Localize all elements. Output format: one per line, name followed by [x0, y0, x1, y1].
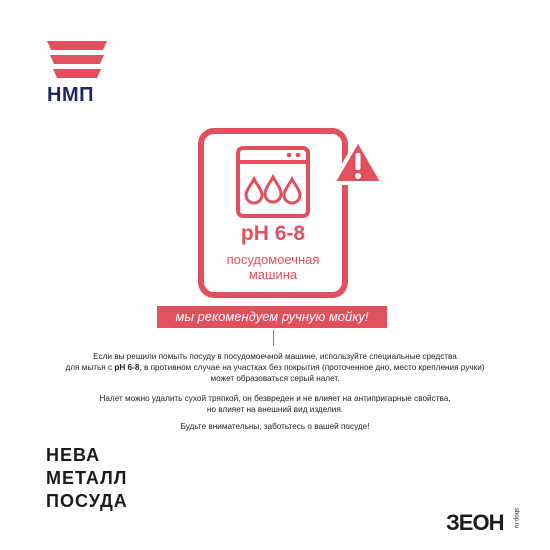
- p1-line2-bold: pH 6-8: [114, 363, 140, 372]
- p2-line1: Налет можно удалить сухой тряпкой, он безвреден и не влияет на антипригарные свойства,: [99, 394, 451, 403]
- p3-line1: Будьте внимательны, заботьтесь о вашей посуде!: [180, 422, 370, 431]
- dishwasher-icon: [235, 145, 311, 219]
- ph-value: pH 6-8: [240, 222, 306, 245]
- watermark-logo: ЗЕОН: [446, 510, 504, 535]
- nmp-logo: [47, 41, 107, 105]
- dishwasher-label: [198, 252, 348, 282]
- paragraph-1: [45, 351, 505, 384]
- p1-line3: может образоваться серый налет.: [210, 374, 340, 383]
- connector-line: [273, 330, 274, 346]
- brand-name-line3: ПОСУДА: [46, 491, 128, 511]
- p1-line2-post: , в противном случае на участках без покрытия (проточенное дно, место крепления ручки): [139, 363, 485, 372]
- p2-line2: но влияет на внешний вид изделия.: [206, 405, 344, 414]
- brand-name-line1: НЕВА: [46, 445, 101, 465]
- brand-name: [46, 444, 128, 513]
- p1-line1: Если вы решили помыть посуду в посудомоечной машине, используйте специальные средства: [93, 352, 457, 361]
- p1-line2: [45, 362, 505, 373]
- dishwasher-label-line1: посудомоечная: [226, 252, 320, 267]
- brand-name-line2: МЕТАЛЛ: [46, 468, 128, 488]
- p1-line2-pre: для мытья с: [65, 363, 115, 372]
- logo-text: НМП: [47, 84, 94, 106]
- paragraph-3: [45, 421, 505, 432]
- warning-icon: [330, 137, 386, 187]
- logo-mark-icon: [47, 41, 107, 79]
- watermark-suffix: shop.ru: [513, 508, 519, 529]
- paragraph-2: [45, 393, 505, 415]
- recommendation-banner: мы рекомендуем ручную мойку!: [157, 306, 387, 328]
- dishwasher-label-line2: машина: [248, 267, 298, 282]
